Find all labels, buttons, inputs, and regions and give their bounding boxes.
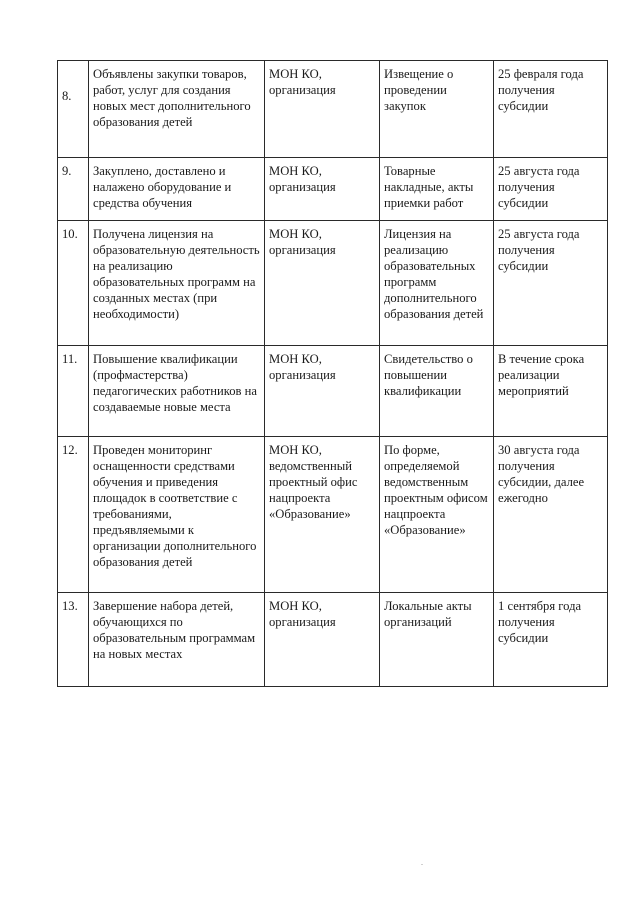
table-row bbox=[58, 346, 608, 437]
events-table bbox=[57, 60, 608, 687]
row-number: 11. bbox=[58, 346, 89, 437]
table-row bbox=[58, 158, 608, 221]
event-cell: Завершение набора детей, обучающихся по образовательным программам на новых местах bbox=[89, 593, 265, 687]
event-cell: Закуплено, доставлено и налажено оборудование и средства обучения bbox=[89, 158, 265, 221]
table-row bbox=[58, 61, 608, 158]
document-cell: Лицензия на реализацию образовательных программ дополнительного образования детей bbox=[380, 221, 494, 346]
scan-mark: . bbox=[421, 858, 423, 867]
table-row bbox=[58, 437, 608, 593]
event-cell: Проведен мониторинг оснащенности средствами обучения и приведения площадок в соответствие с требованиями, предъявляемыми к организации дополнительного образования детей bbox=[89, 437, 265, 593]
row-number: 10. bbox=[58, 221, 89, 346]
responsible-cell: МОН КО, организация bbox=[265, 346, 380, 437]
event-cell: Получена лицензия на образовательную деятельность на реализацию образовательных программ на созданных местах (при необходимости) bbox=[89, 221, 265, 346]
row-number: 8. bbox=[58, 61, 89, 158]
responsible-cell: МОН КО, организация bbox=[265, 61, 380, 158]
deadline-cell: 25 августа года получения субсидии bbox=[494, 158, 608, 221]
row-number: 9. bbox=[58, 158, 89, 221]
responsible-cell: МОН КО, организация bbox=[265, 593, 380, 687]
event-cell: Повышение квалификации (профмастерства) педагогических работников на создаваемые новые места bbox=[89, 346, 265, 437]
row-number: 13. bbox=[58, 593, 89, 687]
document-cell: Товарные накладные, акты приемки работ bbox=[380, 158, 494, 221]
document-cell: Локальные акты организаций bbox=[380, 593, 494, 687]
deadline-cell: 25 августа года получения субсидии bbox=[494, 221, 608, 346]
responsible-cell: МОН КО, организация bbox=[265, 158, 380, 221]
event-cell: Объявлены закупки товаров, работ, услуг для создания новых мест дополнительного образования детей bbox=[89, 61, 265, 158]
document-cell: Извещение о проведении закупок bbox=[380, 61, 494, 158]
document-cell: По форме, определяемой ведомственным проектным офисом нацпроекта «Образование» bbox=[380, 437, 494, 593]
deadline-cell: 30 августа года получения субсидии, далее ежегодно bbox=[494, 437, 608, 593]
table-row bbox=[58, 221, 608, 346]
responsible-cell: МОН КО, организация bbox=[265, 221, 380, 346]
responsible-cell: МОН КО, ведомственный проектный офис нацпроекта «Образование» bbox=[265, 437, 380, 593]
deadline-cell: 1 сентября года получения субсидии bbox=[494, 593, 608, 687]
document-cell: Свидетельство о повышении квалификации bbox=[380, 346, 494, 437]
table-row bbox=[58, 593, 608, 687]
deadline-cell: 25 февраля года получения субсидии bbox=[494, 61, 608, 158]
row-number: 12. bbox=[58, 437, 89, 593]
deadline-cell: В течение срока реализации мероприятий bbox=[494, 346, 608, 437]
